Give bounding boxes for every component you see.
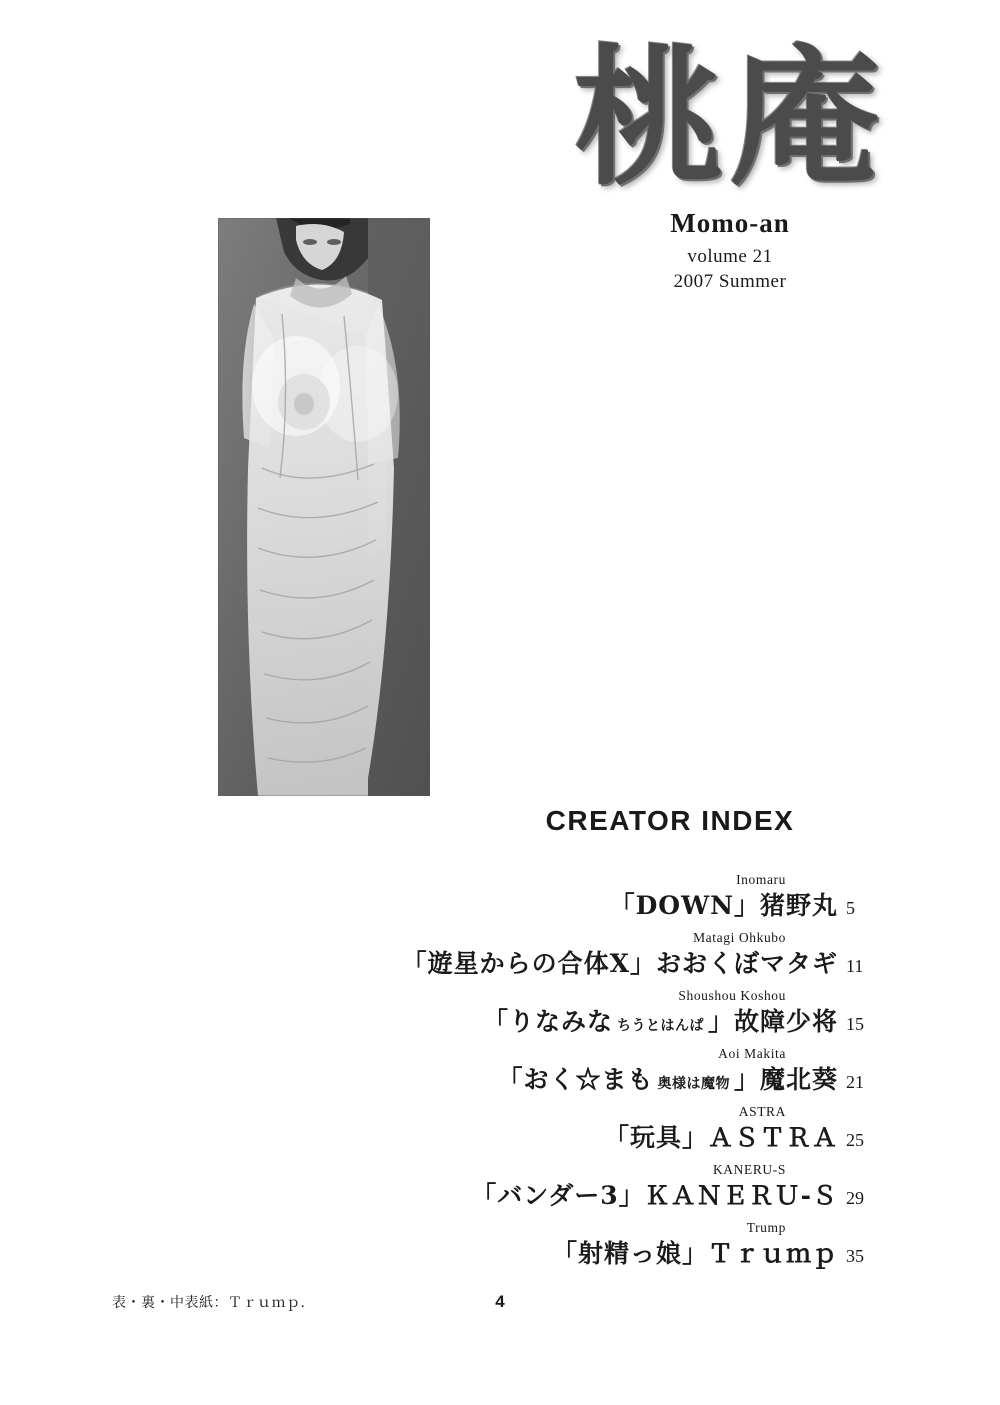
entry-author-roman: KANERU-S (712, 1162, 786, 1177)
entry-author-roman: Inomaru (736, 872, 786, 887)
masthead (500, 30, 960, 293)
list-item (330, 930, 880, 980)
entry-title: 「バンダー3」ＫＡＮＥＲＵ-Ｓ (471, 1181, 838, 1210)
entry-title-tail: 」魔北葵 (733, 1065, 838, 1094)
entry-page-number: 25 (846, 1130, 864, 1150)
entry-page-number: 11 (846, 956, 864, 976)
list-item (330, 872, 880, 922)
magazine-logo-kanji: 桃庵 (573, 30, 886, 206)
entry-author-roman: Shoushou Koshou (678, 988, 786, 1003)
entry-author-roman: Matagi Ohkubo (693, 930, 786, 945)
entry-subtitle: ちうとはんぱ (616, 1019, 704, 1034)
list-item (330, 1046, 880, 1096)
entry-page-number: 15 (846, 1014, 864, 1034)
list-item (330, 1104, 880, 1154)
list-item (330, 1162, 880, 1212)
volume-label: volume 21 (687, 245, 773, 267)
entry-title: 「おく☆まも (497, 1065, 654, 1094)
entry-title-tail: 」故障少将 (707, 1007, 838, 1036)
entry-title: 「玩具」ＡＳＴＲＡ (603, 1123, 838, 1152)
footer-credit: 表・裏・中表紙：Ｔｒｕｍｐ. (112, 1295, 306, 1311)
creator-index-heading: CREATOR INDEX (545, 805, 795, 836)
illustration-artwork (218, 218, 430, 796)
entry-page-number: 29 (846, 1188, 864, 1208)
entry-title: 「DOWN」猪野丸 (609, 891, 838, 920)
entry-page-number: 21 (846, 1072, 864, 1092)
creator-index-list (330, 872, 880, 1278)
entry-page-number: 35 (846, 1246, 864, 1266)
list-item (330, 1220, 880, 1270)
magazine-logo-romaji: Momo-an (670, 207, 790, 238)
page-number: 4 (495, 1292, 505, 1311)
entry-author-roman: Trump (746, 1220, 786, 1235)
entry-author-roman: ASTRA (738, 1104, 786, 1119)
cover-illustration (218, 218, 430, 796)
entry-title: 「射精っ娘」Ｔｒｕｍｐ (551, 1239, 838, 1268)
entry-title: 「遊星からの合体X」おおくぼマタギ (401, 949, 838, 978)
entry-author-roman: Aoi Makita (718, 1046, 786, 1061)
entry-page-number: 5 (846, 898, 855, 918)
entry-subtitle: 奥様は魔物 (657, 1077, 730, 1092)
entry-title: 「りなみな (482, 1007, 613, 1036)
list-item (330, 988, 880, 1038)
issue-date-label: 2007 Summer (673, 270, 787, 292)
